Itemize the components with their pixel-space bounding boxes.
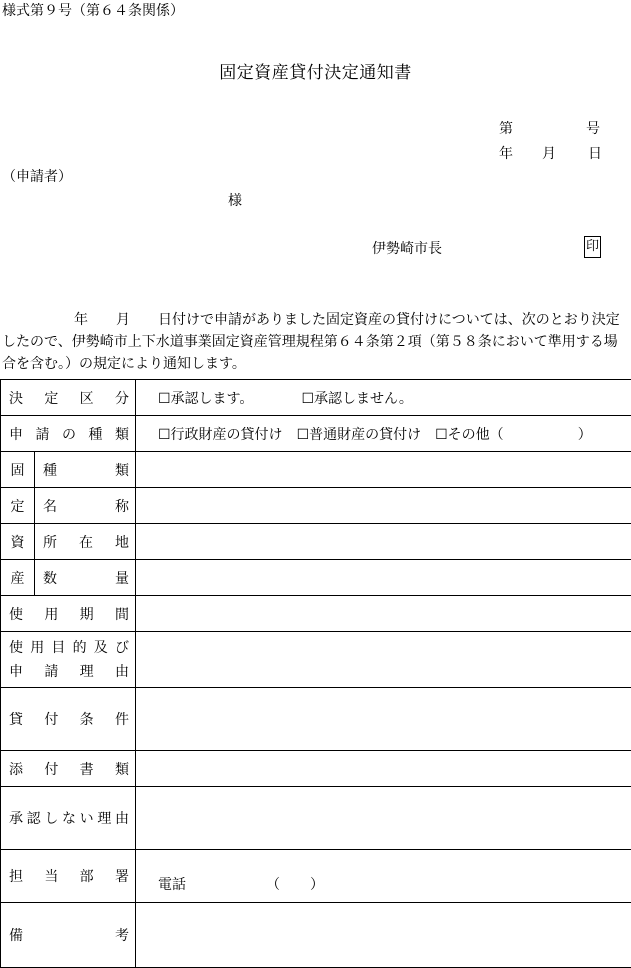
other-close-paren: ） — [577, 426, 592, 443]
usage-purpose-field[interactable] — [136, 632, 631, 688]
asset-location-label: 所在地 — [35, 524, 136, 560]
document-title: 固定資産貸付決定通知書 — [219, 63, 412, 83]
date-year-label: 年 — [499, 146, 513, 162]
row-asset-quantity — [1, 560, 631, 596]
department-label: 担当部署 — [1, 850, 136, 903]
notice-body — [2, 309, 629, 375]
loan-conditions-field[interactable] — [136, 688, 631, 751]
doc-number-prefix: 第 — [499, 121, 513, 137]
date-month-label: 月 — [542, 146, 556, 162]
applicant-honorific: 様 — [228, 193, 242, 209]
notice-body-line-1: 年 月 日付けで申請がありました固定資産の貸付けについては、次のとおり決定 — [74, 312, 620, 328]
loan-conditions-label: 貸付条件 — [1, 688, 136, 751]
fixed-asset-group-char-3: 資 — [1, 524, 35, 560]
asset-quantity-label: 数量 — [35, 560, 136, 596]
notice-body-line-3: 合を含む。）の規定により通知します。 — [2, 356, 246, 372]
row-application-type — [1, 416, 631, 452]
decision-options — [136, 380, 631, 416]
phone-paren-close: ） — [310, 877, 324, 893]
usage-period-field[interactable] — [136, 596, 631, 632]
fixed-asset-group-char-2: 定 — [1, 488, 35, 524]
seal-stamp: 印 — [584, 236, 601, 258]
reject-reason-label: 承認しない理由 — [1, 787, 136, 850]
row-asset-type — [1, 452, 631, 488]
asset-type-field[interactable] — [136, 452, 631, 488]
asset-name-field[interactable] — [136, 488, 631, 524]
other-checkbox[interactable]: ☐その他（ — [435, 426, 504, 443]
notice-body-line-2: したので、伊勢崎市上下水道事業固定資産管理規程第６４条第２項（第５８条において準用する場 — [2, 334, 618, 350]
row-department — [1, 850, 631, 903]
asset-name-label: 名称 — [35, 488, 136, 524]
row-usage-purpose — [1, 632, 631, 688]
row-attachments — [1, 751, 631, 787]
approve-checkbox[interactable]: ☐承認します。 — [158, 390, 254, 407]
asset-type-label: 種類 — [35, 452, 136, 488]
usage-purpose-label-line-2: 申請理由 — [9, 663, 129, 680]
attachments-field[interactable] — [136, 751, 631, 787]
row-asset-name — [1, 488, 631, 524]
date-day-label: 日 — [588, 146, 602, 162]
decision-form-table — [0, 379, 631, 968]
row-decision — [1, 380, 631, 416]
row-loan-conditions — [1, 688, 631, 751]
usage-purpose-label-line-1: 使用目的及び — [9, 639, 129, 656]
general-property-checkbox[interactable]: ☐普通財産の貸付け — [296, 426, 422, 443]
remarks-label: 備考 — [1, 903, 136, 968]
application-type-label: 申請の種類 — [1, 416, 136, 452]
issuer-name: 伊勢崎市長 — [372, 241, 442, 257]
row-usage-period — [1, 596, 631, 632]
usage-period-label: 使用期間 — [1, 596, 136, 632]
row-asset-location — [1, 524, 631, 560]
asset-quantity-field[interactable] — [136, 560, 631, 596]
row-reject-reason — [1, 787, 631, 850]
asset-location-field[interactable] — [136, 524, 631, 560]
applicant-label: （申請者） — [2, 169, 72, 185]
department-field[interactable] — [136, 850, 631, 903]
phone-label: 電話 — [158, 877, 186, 893]
attachments-label: 添付書類 — [1, 751, 136, 787]
reject-checkbox[interactable]: ☐承認しません。 — [301, 390, 413, 407]
phone-paren-open: （ — [266, 877, 280, 893]
decision-label: 決定区分 — [1, 380, 136, 416]
doc-number-suffix: 号 — [586, 121, 600, 137]
remarks-field[interactable] — [136, 903, 631, 968]
application-type-options — [136, 416, 631, 452]
usage-purpose-label — [1, 632, 136, 688]
form-number: 様式第９号（第６４条関係） — [2, 3, 184, 19]
fixed-asset-group-char-1: 固 — [1, 452, 35, 488]
fixed-asset-group-char-4: 産 — [1, 560, 35, 596]
reject-reason-field[interactable] — [136, 787, 631, 850]
row-remarks — [1, 903, 631, 968]
admin-property-checkbox[interactable]: ☐行政財産の貸付け — [158, 426, 283, 443]
